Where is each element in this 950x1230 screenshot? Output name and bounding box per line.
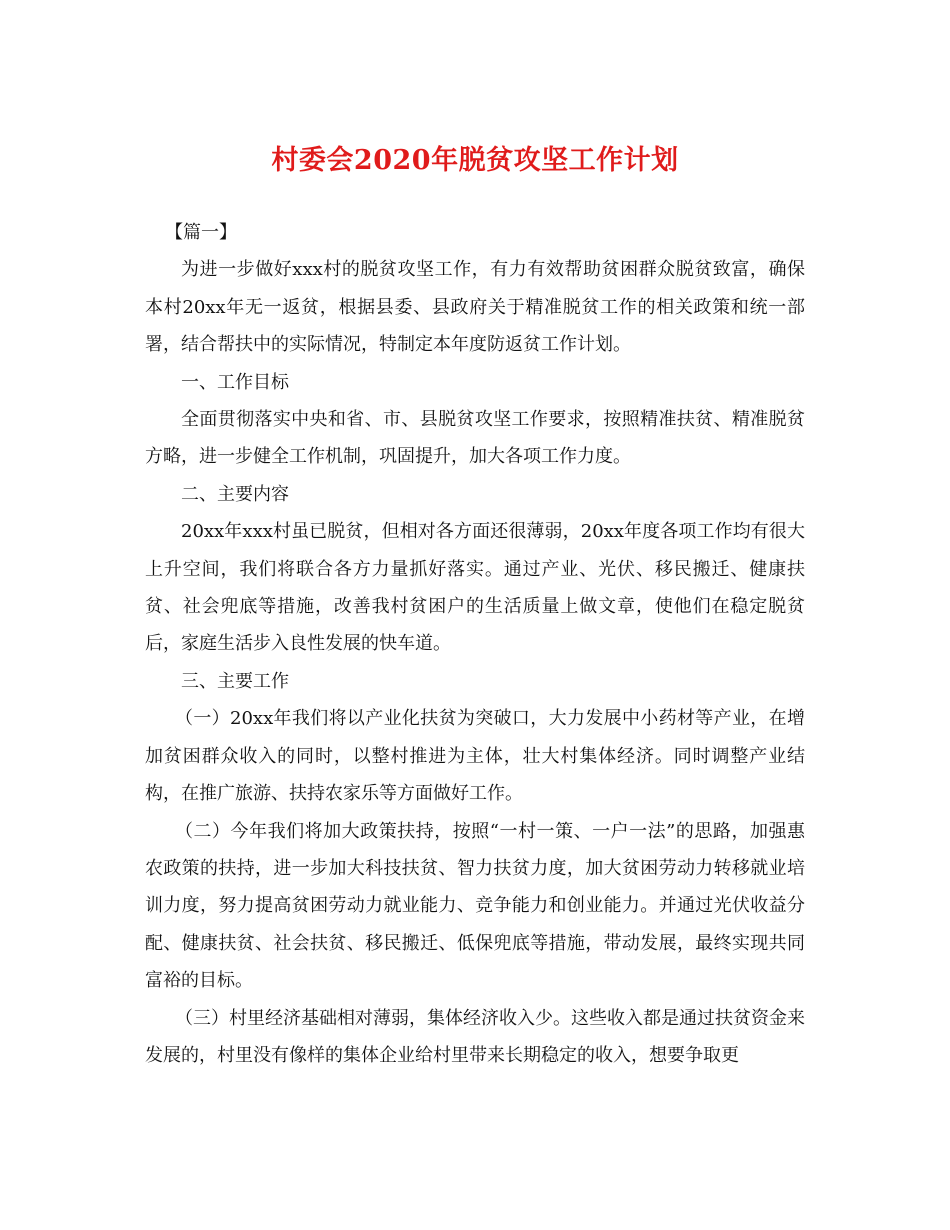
paragraph-work-2: （二）今年我们将加大政策扶持，按照“一村一策、一户一法”的思路，加强惠农政策的扶持，进一步加大科技扶贫、智力扶贫力度，加大贫困劳动力转移就业培训力度，努力提高贫困劳动力就业能力、竞争能力和创业能力。并通过光伏收益分配、健康扶贫、社会扶贫、移民搬迁、低保兜底等措施，带动发展，最终实现共同富裕的目标。 <box>145 820 805 992</box>
paragraph-content: 20xx年xxx村虽已脱贫，但相对各方面还很薄弱，20xx年度各项工作均有很大上升空间，我们将联合各方力量抓好落实。通过产业、光伏、移民搬迁、健康扶贫、社会兜底等措施，改善我村贫困户的生活质量上做文章，使他们在稳定脱贫后，家庭生活步入良性发展的快车道。 <box>145 521 805 655</box>
heading-work: 三、主要工作 <box>181 670 289 692</box>
document-body <box>145 214 805 1074</box>
page-title: 村委会2020年脱贫攻坚工作计划 <box>271 145 679 176</box>
paragraph-intro: 为进一步做好xxx村的脱贫攻坚工作，有力有效帮助贫困群众脱贫致富，确保本村20xx年无一返贫，根据县委、县政府关于精准脱贫工作的相关政策和统一部署，结合帮扶中的实际情况，特制定本年度防返贫工作计划。 <box>145 259 805 356</box>
paragraph-work-1: （一）20xx年我们将以产业化扶贫为突破口，大力发展中小药材等产业，在增加贫困群众收入的同时，以整村推进为主体，壮大村集体经济。同时调整产业结构，在推广旅游、扶持农家乐等方面做好工作。 <box>145 708 805 805</box>
paragraph-goals: 全面贯彻落实中央和省、市、县脱贫攻坚工作要求，按照精准扶贫、精准脱贫方略，进一步健全工作机制，巩固提升，加大各项工作力度。 <box>145 409 805 468</box>
heading-content: 二、主要内容 <box>181 483 289 505</box>
paragraph-work-3: （三）村里经济基础相对薄弱，集体经济收入少。这些收入都是通过扶贫资金来发展的，村里没有像样的集体企业给村里带来长期稳定的收入，想要争取更 <box>145 1007 805 1066</box>
section-label: 【篇一】 <box>165 222 237 243</box>
heading-goals: 一、工作目标 <box>181 371 289 393</box>
